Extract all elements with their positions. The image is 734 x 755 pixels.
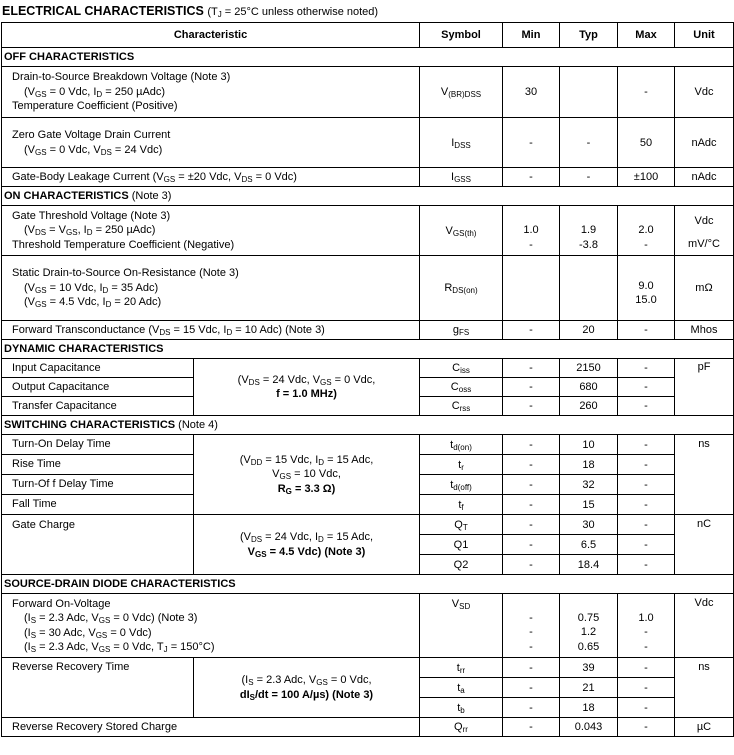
cell-unit: Vdc (675, 594, 734, 658)
cell-min: - (503, 718, 560, 737)
cell-min: - (503, 359, 560, 378)
cell-typ: 15 (560, 495, 618, 515)
cell-max: - (618, 515, 675, 535)
table-row (2, 658, 734, 678)
cell-min: - (503, 678, 560, 698)
cell-typ: 18 (560, 455, 618, 475)
cell-typ: 2150 (560, 359, 618, 378)
table-row (2, 67, 734, 118)
cell-symbol: $t_{d(off)}$ (420, 475, 503, 495)
header-symbol: Symbol (420, 23, 503, 48)
row-desc: Drain-to-Source Breakdown Voltage (Note 3) ($V_{GS} = 0$ Vdc, $I_D = 250$ µAdc) Temperature Coefficient (Positive) (2, 67, 420, 118)
cell-symbol: $V_{(BR)DSS}$ (420, 67, 503, 118)
test-conditions: ($V_{DS} = 24$ Vdc, $I_D = 15$ Adc, $V_{GS} = 4.5$ Vdc) (Note 3) (194, 515, 420, 575)
table-row (2, 256, 734, 321)
row-desc: Reverse Recovery Stored Charge (2, 718, 420, 737)
cell-unit: nC (675, 515, 734, 575)
cell-max: - (618, 359, 675, 378)
row-desc: Turn-Of f Delay Time (2, 475, 194, 495)
cell-typ: 18 (560, 698, 618, 718)
header-max: Max (618, 23, 675, 48)
cell-min: 30 (503, 67, 560, 118)
cell-min: - (503, 698, 560, 718)
cell-symbol: $Q_{rr}$ (420, 718, 503, 737)
row-desc: Gate-Body Leakage Current ($V_{GS} = \pm 20$ Vdc, $V_{DS} = 0$ Vdc) (2, 168, 420, 187)
cell-max: 1.0 - - (618, 594, 675, 658)
row-desc: Output Capacitance (2, 378, 194, 397)
test-conditions: ($V_{DS} = 24$ Vdc, $V_{GS} = 0$ Vdc, f = 1.0 MHz) (194, 359, 420, 416)
row-desc: Zero Gate Voltage Drain Current ($V_{GS} = 0$ Vdc, $V_{DS} = 24$ Vdc) (2, 118, 420, 168)
cell-symbol: $t_{d(on)}$ (420, 435, 503, 455)
cell-unit: ns (675, 435, 734, 515)
cell-unit: Mhos (675, 321, 734, 340)
cell-max: - (618, 658, 675, 678)
row-desc: Turn-On Delay Time (2, 435, 194, 455)
cell-min: - (503, 475, 560, 495)
cell-symbol: $C_{iss}$ (420, 359, 503, 378)
cell-min: - (503, 435, 560, 455)
section-source-drain: SOURCE-DRAIN DIODE CHARACTERISTICS (2, 575, 734, 594)
cell-typ: 39 (560, 658, 618, 678)
cell-max: - (618, 555, 675, 575)
cell-symbol: $t_{rr}$ (420, 658, 503, 678)
cell-min: 1.0 - (503, 206, 560, 256)
cell-max: 9.0 15.0 (618, 256, 675, 321)
cell-min: - (503, 555, 560, 575)
cell-unit: mΩ (675, 256, 734, 321)
section-off: OFF CHARACTERISTICS (2, 48, 734, 67)
row-desc: Reverse Recovery Time (2, 658, 194, 718)
cell-symbol: Q1 (420, 535, 503, 555)
cell-typ: - (560, 168, 618, 187)
row-desc: Transfer Capacitance (2, 397, 194, 416)
cell-symbol: $g_{FS}$ (420, 321, 503, 340)
cell-symbol: $R_{DS(on)}$ (420, 256, 503, 321)
cell-typ: - (560, 118, 618, 168)
cell-max: - (618, 678, 675, 698)
cell-min: - (503, 455, 560, 475)
table-row (2, 118, 734, 168)
title-conditions: ($T_J = 25^\circ C$ unless otherwise noted) (207, 6, 379, 19)
header-typ: Typ (560, 23, 618, 48)
row-desc: Fall Time (2, 495, 194, 515)
row-desc: Forward On-Voltage ($I_S = 2.3$ Adc, $V_{GS} = 0$ Vdc) (Note 3) ($I_S = 30$ Adc, $V_{GS} = 0$ Vdc) ($I_S = 2.3$ Adc, $V_{GS} = 0$ Vdc, $T_J = 150^\circ C$) (2, 594, 420, 658)
cell-unit: nAdc (675, 118, 734, 168)
cell-max: - (618, 435, 675, 455)
cell-max: 50 (618, 118, 675, 168)
row-desc: Gate Charge (2, 515, 194, 575)
cell-min: - (503, 658, 560, 678)
cell-min: - (503, 168, 560, 187)
cell-typ: 6.5 (560, 535, 618, 555)
cell-min: - (503, 118, 560, 168)
cell-min: - (503, 378, 560, 397)
cell-max: - (618, 67, 675, 118)
cell-typ: 1.9 -3.8 (560, 206, 618, 256)
cell-unit: Vdc (675, 67, 734, 118)
cell-symbol: Q2 (420, 555, 503, 575)
header-unit: Unit (675, 23, 734, 48)
cell-max: 2.0 - (618, 206, 675, 256)
section-on: ON CHARACTERISTICS (Note 3) (2, 187, 734, 206)
cell-typ: 20 (560, 321, 618, 340)
cell-unit: µC (675, 718, 734, 737)
cell-max: - (618, 698, 675, 718)
table-row (2, 168, 734, 187)
cell-typ: 10 (560, 435, 618, 455)
cell-max: ±100 (618, 168, 675, 187)
table-row (2, 359, 734, 378)
header-row (2, 23, 734, 48)
section-switching: SWITCHING CHARACTERISTICS (Note 4) (2, 416, 734, 435)
table-row (2, 321, 734, 340)
cell-symbol: $I_{GSS}$ (420, 168, 503, 187)
cell-unit: ns (675, 658, 734, 718)
cell-symbol: $t_b$ (420, 698, 503, 718)
cell-unit: pF (675, 359, 734, 416)
cell-max: - (618, 495, 675, 515)
cell-symbol: $V_{GS(th)}$ (420, 206, 503, 256)
cell-min: - (503, 397, 560, 416)
row-desc: Forward Transconductance ($V_{DS} = 15$ Vdc, $I_D = 10$ Adc) (Note 3) (2, 321, 420, 340)
cell-min: - (503, 515, 560, 535)
cell-typ: 21 (560, 678, 618, 698)
cell-typ: 680 (560, 378, 618, 397)
cell-typ (560, 67, 618, 118)
table-row (2, 515, 734, 535)
cell-max: - (618, 455, 675, 475)
table-row (2, 718, 734, 737)
cell-max: - (618, 475, 675, 495)
header-min: Min (503, 23, 560, 48)
table-row (2, 206, 734, 256)
cell-typ: 260 (560, 397, 618, 416)
cell-symbol: $I_{DSS}$ (420, 118, 503, 168)
cell-symbol: $C_{rss}$ (420, 397, 503, 416)
cell-typ: 18.4 (560, 555, 618, 575)
cell-max: - (618, 378, 675, 397)
cell-max: - (618, 718, 675, 737)
cell-typ: 32 (560, 475, 618, 495)
row-desc: Rise Time (2, 455, 194, 475)
test-conditions: ($V_{DD} = 15$ Vdc, $I_D = 15$ Adc, $V_{GS} = 10$ Vdc, $R_G = 3.3$ Ω) (194, 435, 420, 515)
cell-symbol: $t_a$ (420, 678, 503, 698)
cell-min: - - - (503, 594, 560, 658)
cell-symbol: $C_{oss}$ (420, 378, 503, 397)
cell-min (503, 256, 560, 321)
cell-min: - (503, 321, 560, 340)
cell-min: - (503, 535, 560, 555)
row-desc: Static Drain-to-Source On-Resistance (Note 3) ($V_{GS} = 10$ Vdc, $I_D = 35$ Adc) ($V_{GS} = 4.5$ Vdc, $I_D = 20$ Adc) (2, 256, 420, 321)
cell-typ: 30 (560, 515, 618, 535)
row-desc: Gate Threshold Voltage (Note 3) ($V_{DS} = V_{GS}$, $I_D = 250$ µAdc) Threshold Temperature Coefficient (Negative) (2, 206, 420, 256)
cell-typ: 0.75 1.2 0.65 (560, 594, 618, 658)
cell-unit: nAdc (675, 168, 734, 187)
cell-symbol: $t_f$ (420, 495, 503, 515)
table-title (0, 0, 734, 22)
cell-typ: 0.043 (560, 718, 618, 737)
cell-typ (560, 256, 618, 321)
cell-max: - (618, 321, 675, 340)
test-conditions: ($I_S = 2.3$ Adc, $V_{GS} = 0$ Vdc, $dI_S/dt = 100$ A/µs) (Note 3) (194, 658, 420, 718)
cell-symbol: $t_r$ (420, 455, 503, 475)
header-characteristic: Characteristic (2, 23, 420, 48)
section-dynamic: DYNAMIC CHARACTERISTICS (2, 340, 734, 359)
table-row (2, 594, 734, 658)
row-desc: Input Capacitance (2, 359, 194, 378)
cell-symbol: $V_{SD}$ (420, 594, 503, 658)
electrical-characteristics-table (1, 22, 734, 737)
cell-max: - (618, 397, 675, 416)
cell-min: - (503, 495, 560, 515)
title-main: ELECTRICAL CHARACTERISTICS (2, 4, 204, 18)
cell-symbol: $Q_T$ (420, 515, 503, 535)
cell-unit: Vdc mV/°C (675, 206, 734, 256)
cell-max: - (618, 535, 675, 555)
table-row (2, 435, 734, 455)
